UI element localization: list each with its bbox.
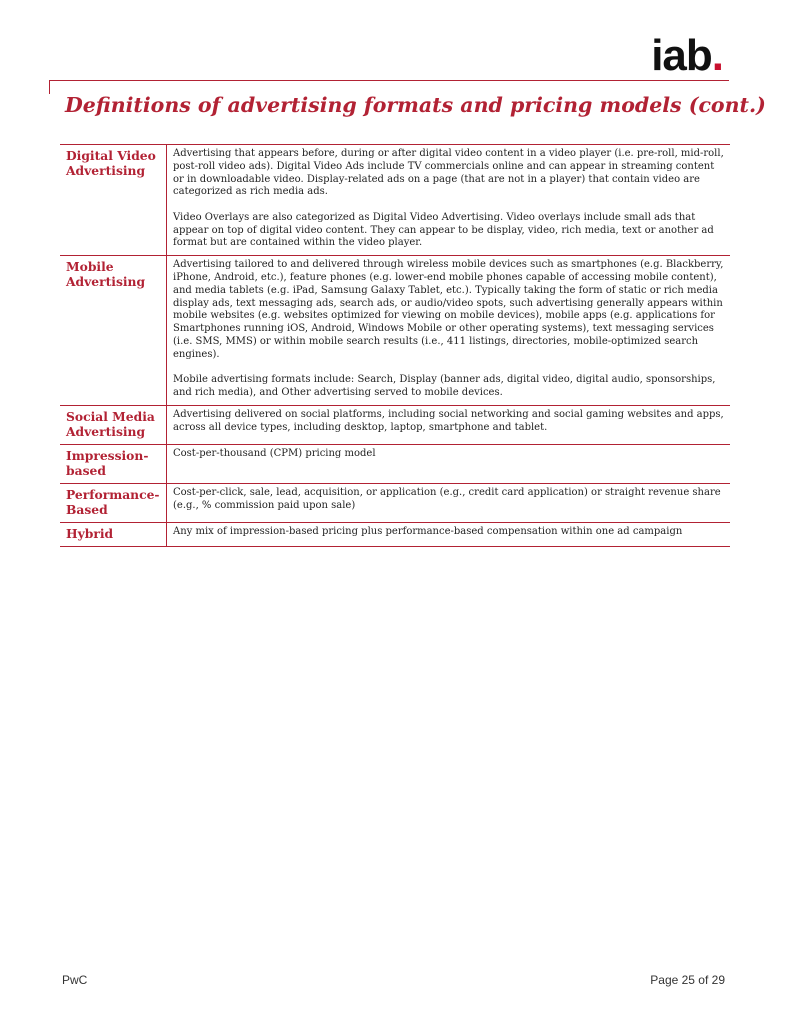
definition-cell [167,522,731,546]
definition-cell [167,483,731,522]
term-cell: Hybrid [60,522,167,546]
definition-paragraph: Mobile advertising formats include: Search, Display (banner ads, digital video, digital audio, sponsorships, and rich media), and Other advertising served to mobile devices. [173,374,716,398]
definition-row [60,483,730,522]
definition-row [60,145,730,256]
definition-paragraph: Advertising that appears before, during or after digital video content in a video player (i.e. pre-roll, mid-roll, post-roll video ads). Digital Video Ads include TV commercials online and can appear in streaming content or in downloadable video. Display-related ads on a page (that are not in a player) that contain video are categorized as rich media ads. [173,148,724,198]
logo-dot: . [711,31,723,80]
definition-cell [167,444,731,483]
definition-row [60,256,730,406]
definition-cell [167,405,731,444]
definition-row [60,405,730,444]
definition-paragraph: Video Overlays are also categorized as Digital Video Advertising. Video overlays include small ads that appear on top of digital video content. They can appear to be display, video, rich media, text or another ad format but are contained within the video player. [173,211,714,249]
header-rule-tick [49,80,50,94]
definition-row [60,444,730,483]
definition-paragraph: Advertising tailored to and delivered through wireless mobile devices such as smartphones (e.g. Blackberry, iPhone, Android, etc.), feature phones (e.g. lower-end mobile phones capable of accessing mobile content), and media tablets (e.g. iPad, Samsung Galaxy Tablet, etc.). Typically taking the form of static or rich media display ads, text messaging ads, search ads, or audio/video spots, such advertising generally appears within mobile websites (e.g. websites optimized for viewing on mobile devices), mobile apps (e.g. applications for Smartphones running iOS, Android, Windows Mobile or other operating systems), text messaging services (i.e. SMS, MMS) or within mobile search results (i.e., 411 listings, directories, mobile-optimized search engines). [173,259,724,360]
page-title: Definitions of advertising formats and pricing models (cont.) [65,93,766,117]
definitions-table [60,144,730,547]
definition-row [60,522,730,546]
footer-company: PwC [62,973,88,987]
term-cell: Digital Video Advertising [60,145,167,256]
term-cell: Performance-Based [60,483,167,522]
definition-paragraph: Any mix of impression-based pricing plus performance-based compensation within one ad campaign [173,525,683,537]
logo-text: iab [651,31,712,80]
definition-paragraph: Advertising delivered on social platforms, including social networking and social gaming websites and apps, across all device types, including desktop, laptop, smartphone and tablet. [173,408,724,433]
term-cell: Social Media Advertising [60,405,167,444]
header-rule [49,80,729,81]
iab-logo [651,31,723,80]
term-cell: Impression-based [60,444,167,483]
definition-paragraph: Cost-per-thousand (CPM) pricing model [173,447,376,459]
definition-cell [167,145,731,256]
definition-cell [167,256,731,406]
definition-paragraph: Cost-per-click, sale, lead, acquisition, or application (e.g., credit card application) or straight revenue share (e.g., % commission paid upon sale) [173,486,721,511]
footer-page-number: Page 25 of 29 [650,973,725,987]
term-cell: Mobile Advertising [60,256,167,406]
